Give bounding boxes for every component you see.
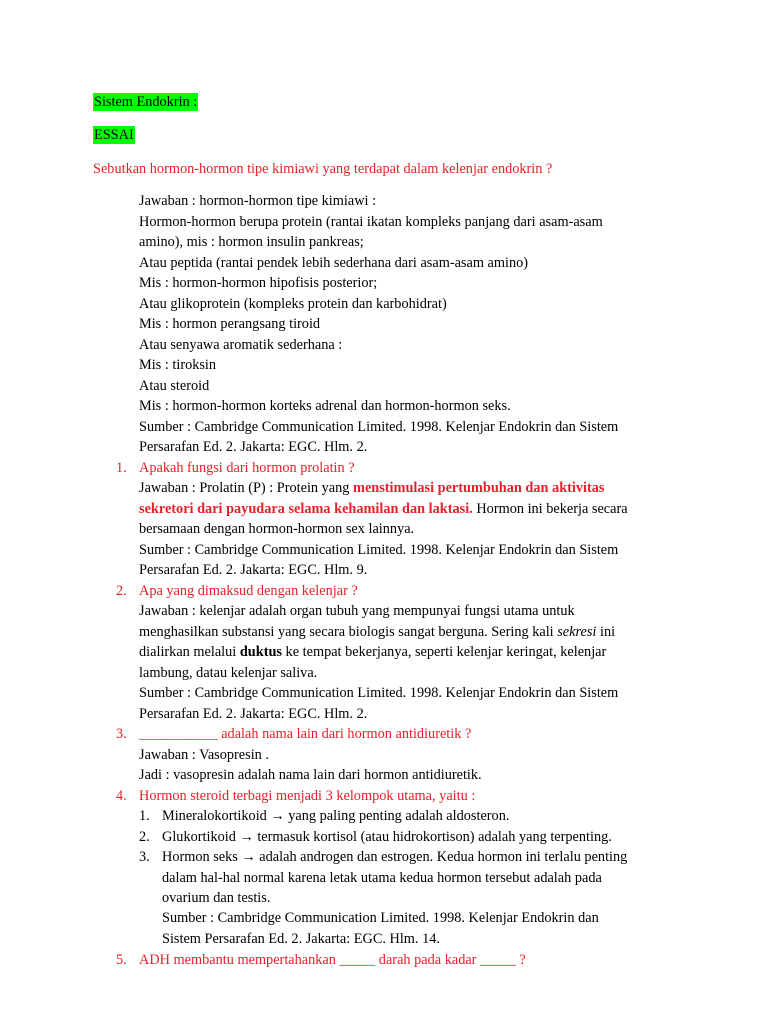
q2-question: Apa yang dimaksud dengan kelenjar ? [139,583,358,599]
q2-answer-text: menghasilkan substansi yang secara biologis sangat berguna. Sering kali [139,624,558,640]
arrow-right-icon: → [239,829,254,845]
q1-source: Sumber : Cambridge Communication Limited. 1998. Kelenjar Endokrin dan Sistem [139,542,619,558]
q4-item [162,827,612,847]
intro-source: Sumber : Cambridge Communication Limited. 1998. Kelenjar Endokrin dan Sistem [139,419,619,435]
q5-question: ADH membantu mempertahankan _____ darah pada kadar _____ ? [139,952,526,968]
intro-line: amino), mis : hormon insulin pankreas; [139,234,364,250]
q3-number: 3. [116,726,127,742]
intro-line: Mis : hormon-hormon korteks adrenal dan hormon-hormon seks. [139,398,511,414]
q4-source: Sistem Persarafan Ed. 2. Jakarta: EGC. Hlm. 14. [162,931,440,947]
doc-title-text: Sistem Endokrin : [94,94,198,110]
intro-line: Mis : tiroksin [139,357,217,373]
intro-line: Mis : hormon perangsang tiroid [139,316,321,332]
intro-question: Sebutkan hormon-hormon tipe kimiawi yang terdapat dalam kelenjar endokrin ? [93,161,553,177]
doc-title [93,92,198,112]
q4-item-continued: ovarium dan testis. [162,890,271,906]
q4-item-term: Hormon seks [162,849,242,865]
q4-item-number: 1. [139,808,150,824]
q1-answer-prefix: Jawaban : Prolatin (P) : Protein yang [139,480,354,496]
q1-answer-line [139,478,604,498]
q4-item-desc: termasuk kortisol (atau hidrokortison) adalah yang terpenting. [253,829,612,845]
section-heading-text: ESSAI [94,127,134,143]
intro-line: Atau peptida (rantai pendek lebih sederhana dari asam-asam amino) [139,255,529,271]
q2-source: Sumber : Cambridge Communication Limited. 1998. Kelenjar Endokrin dan Sistem [139,685,619,701]
intro-source: Persarafan Ed. 2. Jakarta: EGC. Hlm. 2. [139,439,368,455]
q3-question: ___________ adalah nama lain dari hormon antidiuretik ? [139,726,472,742]
arrow-right-icon: → [270,808,285,824]
q4-item-desc: yang paling penting adalah aldosteron. [284,808,510,824]
intro-line: Mis : hormon-hormon hipofisis posterior; [139,275,378,291]
q4-source: Sumber : Cambridge Communication Limited. 1998. Kelenjar Endokrin dan [162,910,599,926]
q4-number: 4. [116,788,127,804]
q4-item [162,806,509,826]
q1-question: Apakah fungsi dari hormon prolatin ? [139,460,355,476]
q2-answer-italic: sekresi [557,624,597,640]
intro-line: Hormon-hormon berupa protein (rantai ikatan kompleks panjang dari asam-asam [139,214,603,230]
q3-answer-line: Jadi : vasopresin adalah nama lain dari hormon antidiuretik. [139,767,482,783]
intro-line: Jawaban : hormon-hormon tipe kimiawi : [139,193,377,209]
arrow-right-icon: → [241,849,256,865]
intro-line: Atau glikoprotein (kompleks protein dan karbohidrat) [139,296,447,312]
q1-answer-bold: menstimulasi pertumbuhan dan aktivitas [353,480,605,496]
q4-item-number: 2. [139,829,150,845]
q1-answer-bold: sekretori dari payudara selama kehamilan dan laktasi. [139,501,473,517]
q4-item [162,847,627,867]
q2-answer-line [139,642,606,662]
q2-answer-bold: duktus [239,644,282,660]
q1-answer-rest: Hormon ini bekerja secara [472,501,628,517]
q4-item-term: Glukortikoid [162,829,240,845]
q1-answer-line: bersamaan dengan hormon-hormon sex lainnya. [139,521,415,537]
q2-answer-text: ke tempat bekerjanya, seperti kelenjar keringat, kelenjar [281,644,607,660]
q3-answer-line: Jawaban : Vasopresin . [139,747,269,763]
q4-item-desc: adalah androgen dan estrogen. Kedua hormon ini terlalu penting [255,849,628,865]
q2-answer-line [139,622,615,642]
q2-source: Persarafan Ed. 2. Jakarta: EGC. Hlm. 2. [139,706,368,722]
q4-question: Hormon steroid terbagi menjadi 3 kelompok utama, yaitu : [139,788,476,804]
q2-answer-line: Jawaban : kelenjar adalah organ tubuh yang mempunyai fungsi utama untuk [139,603,575,619]
q4-item-continued: dalam hal-hal normal karena letak utama kedua hormon tersebut adalah pada [162,870,602,886]
intro-line: Atau senyawa aromatik sederhana : [139,337,343,353]
q2-answer-text: ini [596,624,616,640]
q5-number: 5. [116,952,127,968]
q1-answer-line [139,499,628,519]
q2-number: 2. [116,583,127,599]
intro-line: Atau steroid [139,378,210,394]
q2-answer-line: lambung, datau kelenjar saliva. [139,665,318,681]
section-heading [93,125,135,145]
q1-source: Persarafan Ed. 2. Jakarta: EGC. Hlm. 9. [139,562,368,578]
q4-item-term: Mineralokortikoid [162,808,271,824]
q4-item-number: 3. [139,849,150,865]
q2-answer-text: dialirkan melalui [139,644,240,660]
q1-number: 1. [116,460,127,476]
